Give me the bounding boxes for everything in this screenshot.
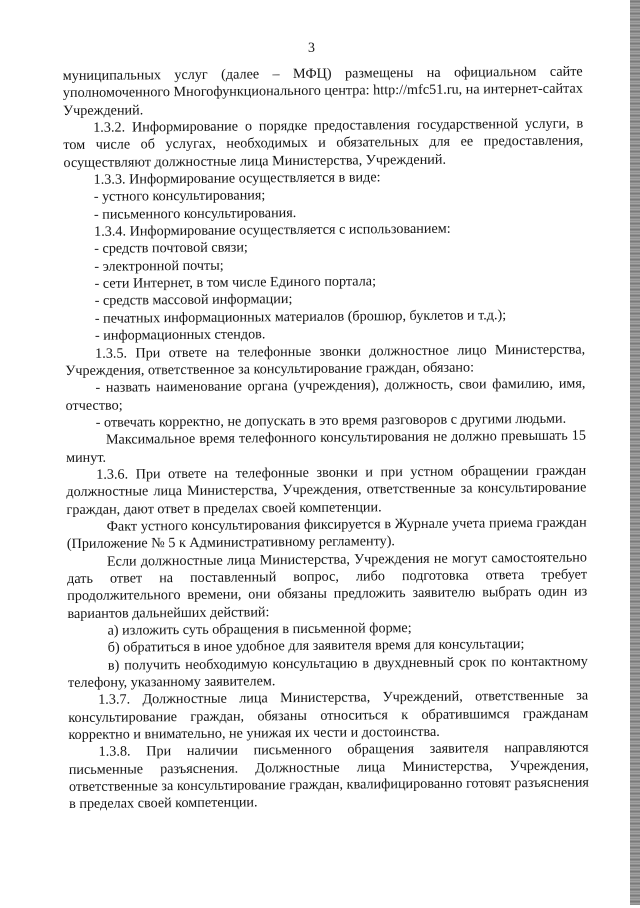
list-item: - печатных информационных материалов (брошюр, буклетов и т.д.); <box>94 307 507 327</box>
list-item: - средств почтовой связи; <box>94 239 248 258</box>
paragraph-mfc-sites: муниципальных услуг (далее – МФЦ) размещены на официальном сайте уполномоченного Многофункционального центра: http://mfc51.ru, на интернет-сайтах Учреждений. <box>62 63 583 119</box>
paragraph-1-3-5: 1.3.5. При ответе на телефонные звонки должностное лицо Министерства, Учреждения, ответственное за консультирование граждан, обязано: <box>65 341 586 379</box>
list-item: а) изложить суть обращения в письменной форме; <box>107 620 412 639</box>
list-item: б) обратиться в иное удобное для заявителя время для консультации; <box>107 636 525 657</box>
list-item: в) получить необходимую консультацию в двухдневный срок по контактному телефону, указанному заявителем. <box>67 653 588 692</box>
list-item: - электронной почты; <box>94 257 224 275</box>
list-item: - письменного консультирования. <box>93 204 297 223</box>
document-body <box>63 64 589 814</box>
paragraph-1-3-8: 1.3.8. При наличии письменного обращения заявителя направляются письменные разъяснения. Должностные лица Министерства, Учреждения, ответственные за консультирование граждан, квалифицированно готовят разъяснения в пределах своей компетенции. <box>68 739 589 813</box>
list-item: - назвать наименование органа (учреждения), должность, свои фамилию, имя, отчество; <box>65 375 586 414</box>
list-item: - сети Интернет, в том числе Единого портала; <box>94 273 377 292</box>
paragraph-journal: Факт устного консультирования фиксируется в Журнале учета приема граждан (Приложение № 5 к Административному регламенту). <box>66 514 587 553</box>
paragraph-1-3-4: 1.3.4. Информирование осуществляется с использованием: <box>94 220 451 240</box>
paragraph-1-3-7: 1.3.7. Должностные лица Министерства, Учреждений, ответственные за консультирование граждан, обязаны относиться к обратившимся гражданам корректно и внимательно, не унижая их чести и достоинства. <box>68 687 589 744</box>
paragraph-1-3-2: 1.3.2. Информирование о порядке предоставления государственной услуги, в том числе об услугах, необходимых и обязательных для ее предоставления, осуществляют должностные лица Министерства, Учреждений. <box>63 115 584 171</box>
paragraph-1-3-6: 1.3.6. При ответе на телефонные звонки и при устном обращении граждан должностные лица Министерства, Учреждения, ответственные за консультирование граждан, дают ответ в пределах своей компетенции. <box>66 462 587 518</box>
paragraph-options: Если должностные лица Министерства, Учреждения не могут самостоятельно дать ответ на поставленный вопрос, либо подготовка ответа требует продолжительного времени, они обязаны предложить заявителю выбрать один из вариантов дальнейших действий: <box>67 549 588 622</box>
page-number: 3 <box>307 40 316 56</box>
list-item: - отвечать корректно, не допускать в это время разговоров с другими людьми. <box>95 410 567 431</box>
scan-edge-strip <box>630 0 640 905</box>
list-item: - устного консультирования; <box>93 187 266 206</box>
paragraph-max-time: Максимальное время телефонного консультирования не должно превышать 15 минут. <box>65 427 586 466</box>
paragraph-1-3-3: 1.3.3. Информирование осуществляется в виде: <box>93 169 381 188</box>
list-item: - средств массовой информации; <box>94 291 293 310</box>
list-item: - информационных стендов. <box>94 326 266 344</box>
